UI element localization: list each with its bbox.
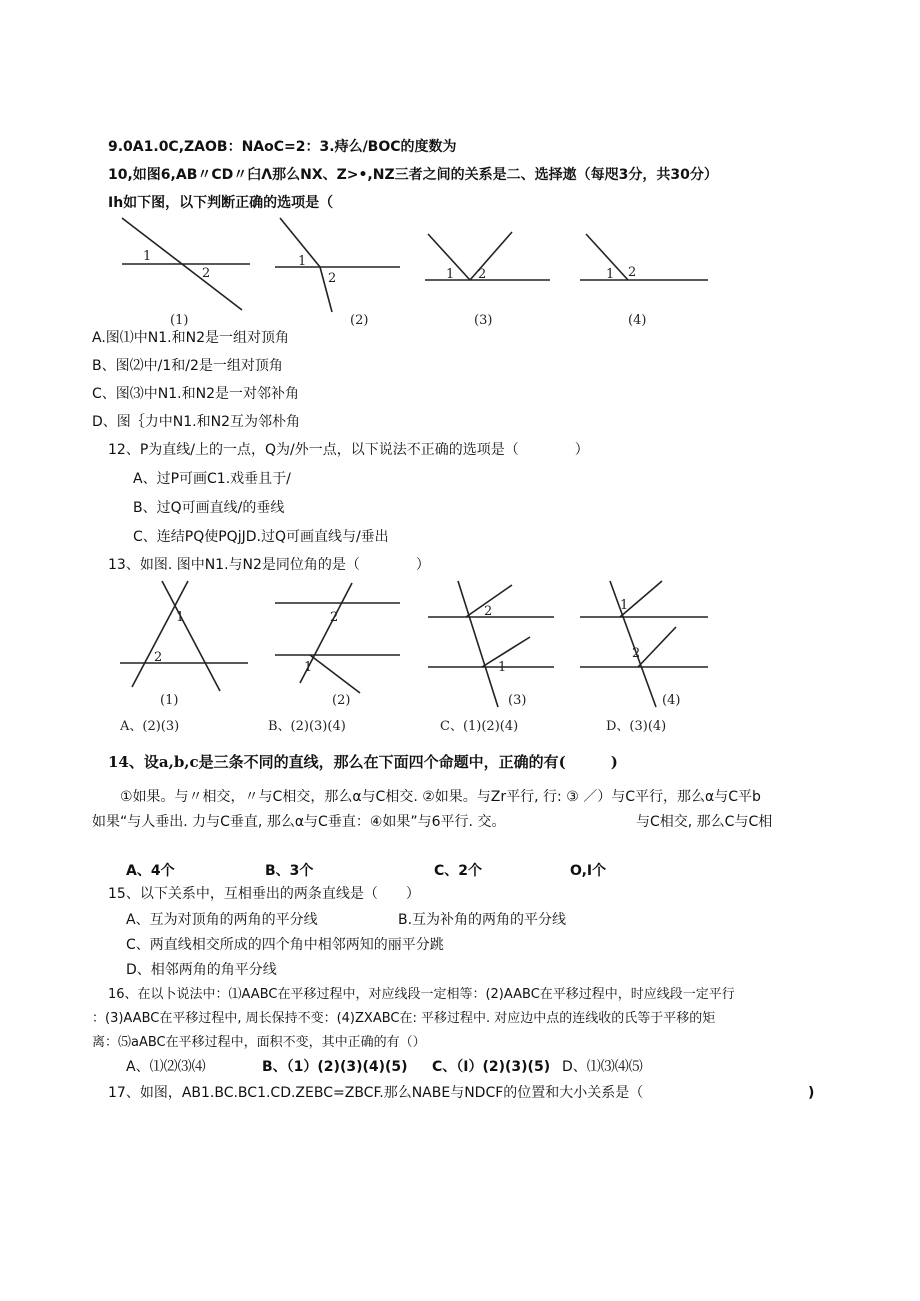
figure-caption: (1) (170, 313, 189, 328)
q16-option-d: D、⑴⑶⑷⑸ (562, 1059, 643, 1075)
q13-option-c: C、(1)(2)(4) (440, 719, 519, 734)
angle-label-1: 1 (606, 267, 615, 282)
question-12: 12、P为直线/上的一点，Q为/外一点，以下说法不正确的选项是（ ） (108, 442, 589, 458)
q15-option-a: A、互为对顶角的两角的平分线 (126, 912, 318, 928)
q11-figure-2 (275, 218, 400, 328)
angle-label-1: 1 (304, 660, 313, 675)
angle-label-1: 1 (298, 254, 307, 269)
angle-label-1: 1 (620, 598, 629, 613)
question-17: 17、如图，AB1.BC.BC1.CD.ZEBC=ZBCF.那么NABE与NDCF的位置和大小关系是（ (108, 1085, 644, 1101)
angle-label-1: 1 (446, 267, 455, 282)
angle-label-2: 2 (632, 646, 641, 661)
angle-label-2: 2 (478, 267, 487, 282)
angle-label-2: 2 (328, 271, 337, 286)
q13-figures (110, 575, 730, 735)
q14-option-b: B、3个 (265, 863, 314, 879)
q15-option-d: D、相邻两角的角平分线 (126, 962, 277, 978)
question-13: 13、如图. 图中N1.与N2是同位角的是（ ） (108, 557, 430, 573)
q16-option-a: A、⑴⑵⑶⑷ (126, 1059, 206, 1075)
figure-caption: (4) (662, 693, 681, 708)
q11-figure-3 (425, 232, 550, 328)
angle-label-1: 1 (143, 249, 152, 264)
angle-label-2: 2 (154, 650, 163, 665)
q14-option-d: O,I个 (570, 863, 607, 879)
q16-option-c: C、（I）(2)(3)(5) (432, 1059, 551, 1075)
q11-figure-1 (122, 218, 250, 328)
q14-statement-line-2b: 与C相交, 那么C与C相 (636, 814, 773, 830)
question-16-line-3: 离：⑸aABC在平移过程中，面积不变，其中正确的有（） (92, 1035, 426, 1050)
question-10: 10,如图6,AB〃CD〃臼Λ那么NX、Z>•,NZ三者之间的关系是二、选择遨（每咫3分，共30分） (108, 167, 718, 183)
angle-label-2: 2 (484, 604, 493, 619)
figure-caption: (2) (332, 693, 351, 708)
q13-option-a: A、(2)(3) (120, 719, 180, 734)
question-16-line-2: ：(3)AABC在平移过程中, 周长保持不变：(4)ZXABC在: 平移过程中. 对应边中点的连线收的氏等于平移的矩 (92, 1011, 716, 1026)
angle-label-2: 2 (628, 265, 637, 280)
q11-figures (110, 212, 730, 330)
q12-option-c: C、连结PQ使PQjJD.过Q可画直线与/垂出 (133, 529, 389, 545)
q11-option-b: B、图⑵中/1和/2是一组对顶角 (92, 358, 283, 374)
figure-caption: (3) (508, 693, 527, 708)
q13-option-b: B、(2)(3)(4) (268, 719, 346, 734)
q13-figure-4 (580, 581, 708, 708)
angle-label-2: 2 (202, 266, 211, 281)
q14-option-c: C、2个 (434, 863, 483, 879)
q16-option-b: B、（1）(2)(3)(4)(5) (262, 1059, 408, 1075)
question-9: 9.0A1.0C,ZAOB：NAoC=2：3.痔么/BOC的度数为 (108, 139, 457, 155)
figure-caption: (2) (350, 313, 369, 328)
q11-option-a: A.图⑴中N1.和N2是一组对顶角 (92, 330, 289, 346)
figure-caption: (1) (160, 693, 179, 708)
q14-option-a: A、4个 (126, 863, 175, 879)
q13-option-d: D、(3)(4) (606, 719, 667, 734)
q12-option-b: B、过Q可画直线/的垂线 (133, 500, 285, 516)
q15-option-b: B.互为补角的两角的平分线 (398, 912, 567, 928)
q14-statement-line-1: ①如果。与〃相交，〃与C相交，那么α与C相交. ②如果。与Zr平行, 行: ③ ／）与C平行，那么α与C平b (120, 789, 761, 805)
q11-option-c: C、图⑶中N1.和N2是一对邻补角 (92, 386, 299, 402)
figure-caption: (4) (628, 313, 647, 328)
q13-figure-3 (428, 581, 554, 708)
q15-option-c: C、两直线相交所成的四个角中相邻两知的丽平分跳 (126, 937, 444, 953)
angle-label-1: 1 (498, 660, 507, 675)
q11-figure-4 (580, 234, 708, 328)
q11-option-d: D、图｛力中N1.和N2互为邻朴角 (92, 414, 300, 430)
question-11: Ih如下图，以下判断正确的选项是（ (108, 195, 334, 211)
q12-option-a: A、过P可画C1.戏垂且于/ (133, 471, 291, 487)
q14-statement-line-2a: 如果“与人垂出. 力与C垂直, 那么α与C垂直：④如果”与6平行. 交。 (92, 814, 506, 830)
figure-caption: (3) (474, 313, 493, 328)
question-14: 14、设a,b,c是三条不同的直线，那么在下面四个命题中，正确的有( ) (108, 753, 618, 771)
angle-label-1: 1 (176, 610, 185, 625)
angle-label-2: 2 (330, 610, 339, 625)
question-17-close-paren: ) (808, 1085, 815, 1101)
q13-figure-2 (275, 583, 400, 708)
q13-figure-1 (120, 581, 248, 708)
question-16-line-1: 16、在以卜说法中：⑴AABC在平移过程中，对应线段一定相等：(2)AABC在平移过程中，时应线段一定平行 (108, 987, 735, 1002)
question-15: 15、以下关系中，互相垂出的两条直线是（ ） (108, 886, 420, 902)
